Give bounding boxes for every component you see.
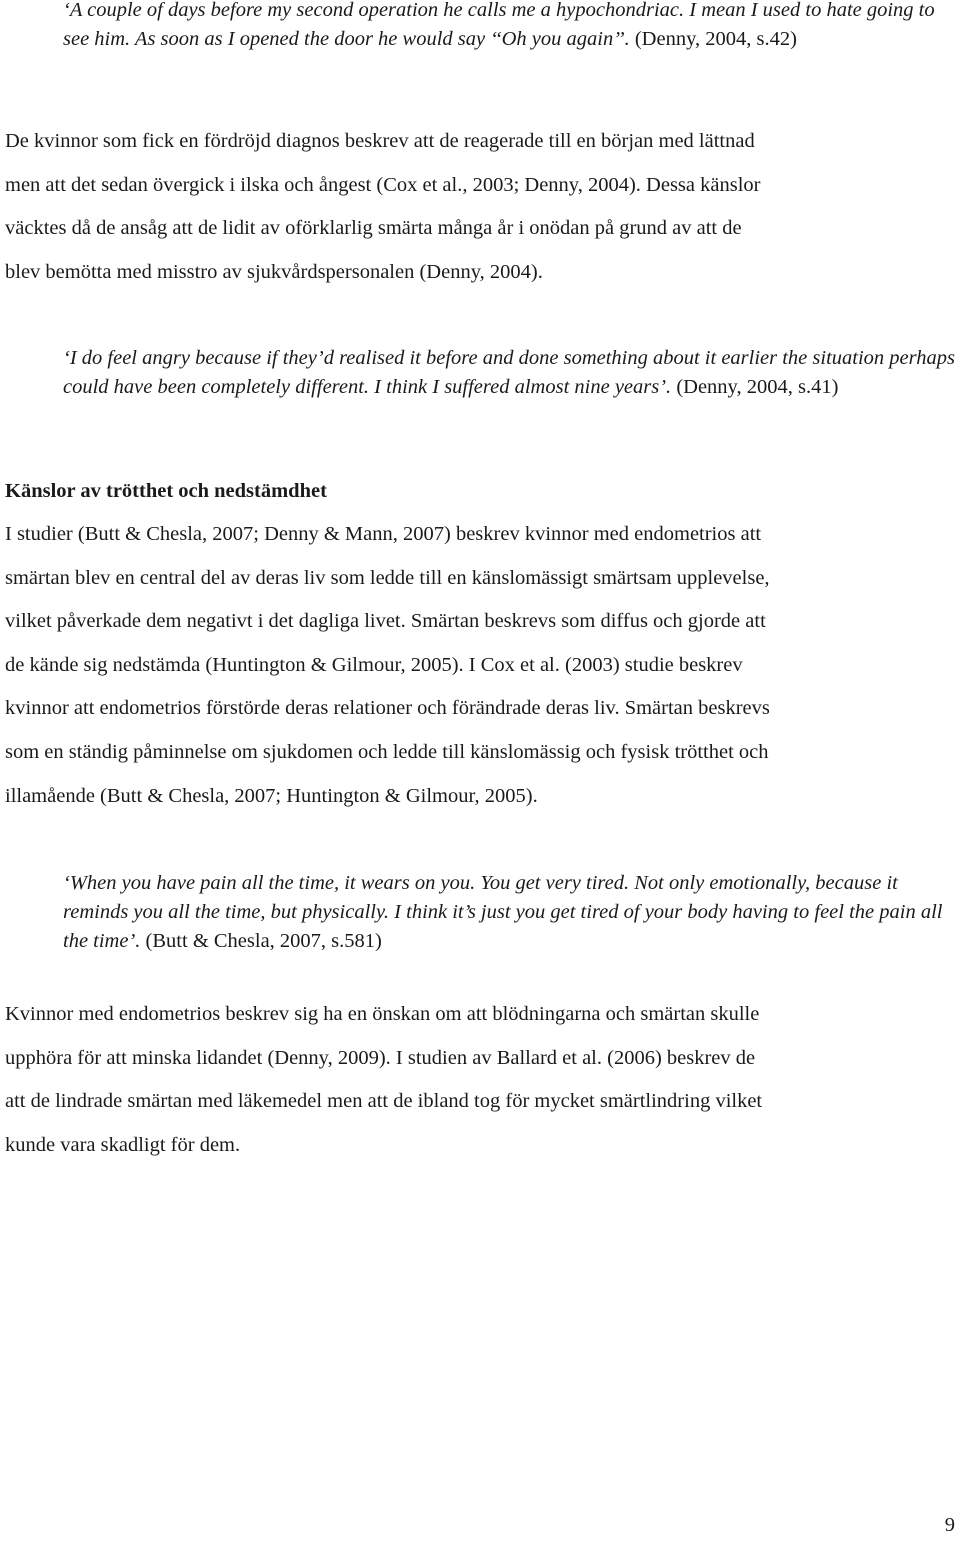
paragraph-line: illamående (Butt & Chesla, 2007; Huntington & Gilmour, 2005). (5, 784, 538, 807)
quote-citation: (Denny, 2004, s.41) (671, 376, 839, 398)
paragraph-line: men att det sedan övergick i ilska och ångest (Cox et al., 2003; Denny, 2004). Dessa känslor (5, 173, 761, 196)
quote-block-1 (63, 0, 958, 54)
quote-citation: (Denny, 2004, s.42) (629, 28, 797, 50)
quote-text: ‘A couple of days before my second operation he calls me a hypochondriac. I mean I used to hate going to see him. As soon as I opened the door he would say ‘‘Oh you again’’. (63, 0, 935, 50)
paragraph-2 (5, 513, 955, 818)
quote-text: ‘I do feel angry because if they’d realised it before and done something about it earlier the situation perhaps could have been completely different. I think I suffered almost nine years’. (63, 347, 955, 398)
paragraph-line: att de lindrade smärtan med läkemedel men att de ibland tog för mycket smärtlindring vilket (5, 1090, 763, 1113)
paragraph-line: I studier (Butt & Chesla, 2007; Denny & Mann, 2007) beskrev kvinnor med endometrios att (5, 523, 762, 545)
quote-text: ‘When you have pain all the time, it wears on you. You get very tired. Not only emotionally, because it reminds you all the time, but physically. I think it’s just you get tired of your body having to feel the pain all the time’. (63, 872, 943, 952)
paragraph-line: blev bemötta med misstro av sjukvårdspersonalen (Denny, 2004). (5, 260, 543, 283)
paragraph-3 (5, 993, 955, 1167)
paragraph-line: smärtan blev en central del av deras liv som ledde till en känslomässigt smärtsam upplevelse, (5, 566, 770, 589)
paragraph-line: vilket påverkade dem negativt i det dagliga livet. Smärtan beskrevs som diffus och gjorde att (5, 610, 766, 633)
page-number: 9 (944, 1514, 955, 1536)
paragraph-line: Kvinnor med endometrios beskrev sig ha en önskan om att blödningarna och smärtan skulle (5, 1003, 760, 1025)
quote-citation: (Butt & Chesla, 2007, s.581) (140, 930, 382, 952)
section-heading: Känslor av trötthet och nedstämdhet (5, 480, 327, 502)
paragraph-line: De kvinnor som fick en fördröjd diagnos beskrev att de reagerade till en början med lättnad (5, 130, 755, 152)
paragraph-line: upphöra för att minska lidandet (Denny, 2009). I studien av Ballard et al. (2006) beskrev de (5, 1046, 756, 1069)
paragraph-line: väcktes då de ansåg att de lidit av oförklarlig smärta många år i onödan på grund av att de (5, 217, 742, 240)
quote-block-2 (63, 344, 958, 402)
paragraph-1 (5, 120, 955, 294)
paragraph-line: som en ständig påminnelse om sjukdomen och ledde till känslomässig och fysisk trötthet och (5, 740, 769, 763)
quote-block-3 (63, 869, 943, 956)
paragraph-line: kunde vara skadligt för dem. (5, 1133, 241, 1156)
paragraph-line: kvinnor att endometrios förstörde deras relationer och förändrade deras liv. Smärtan beskrevs (5, 697, 770, 720)
paragraph-line: de kände sig nedstämda (Huntington & Gilmour, 2005). I Cox et al. (2003) studie beskrev (5, 653, 743, 676)
